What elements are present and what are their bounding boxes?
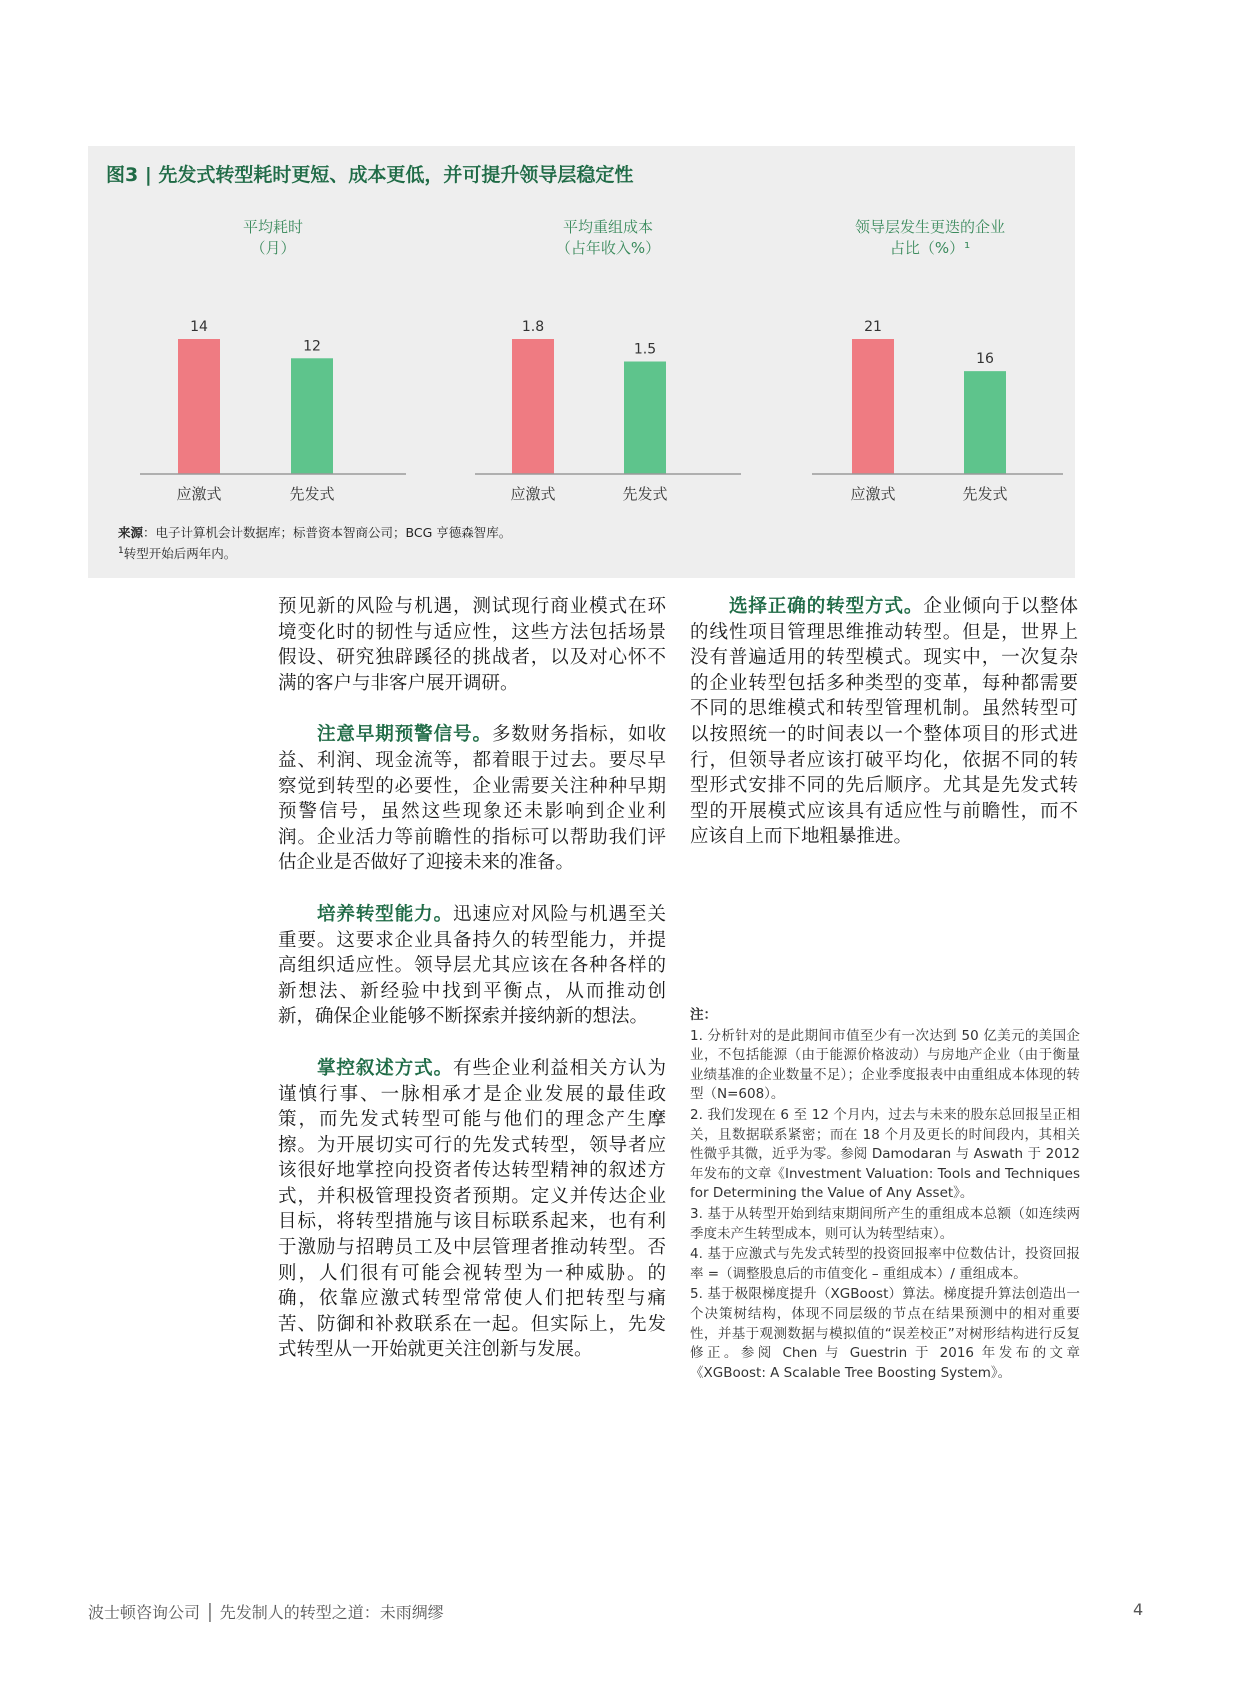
paragraph [278,722,666,876]
paragraph-heading: 注意早期预警信号。 [316,724,492,746]
figure-source [118,524,511,563]
paragraph: 预见新的风险与机遇，测试现行商业模式在环境变化时的韧性与适应性，这些方法包括场景假设、研究独辟蹊径的挑战者，以及对心怀不满的客户与非客户展开调研。 [278,596,666,694]
page-number: 4 [1133,1600,1144,1619]
chart-title: 平均重组成本 [562,218,654,236]
left-column [278,594,666,1389]
chart-bar [852,339,894,474]
note-item: 4. 基于应激式与先发式转型的投资回报率中位数估计，投资回报率 =（调整股息后的市值变化 – 重组成本）/ 重组成本。 [690,1246,1080,1282]
note-item: 1. 分析针对的是此期间市值至少有一次达到 50 亿美元的美国企业，不包括能源（由于能源价格波动）与房地产企业（由于衡量业绩基准的企业数量不足）；企业季度报表中由重组成本体现的转型（N=608）。 [690,1027,1080,1103]
footer-text: 波士顿咨询公司 │ 先发制人的转型之道：未雨绸缪 [88,1603,444,1622]
footnote-text: 转型开始后两年内。 [123,546,237,562]
figure-panel [88,146,1075,578]
paragraph-heading: 培养转型能力。 [316,903,454,925]
data-label: 12 [303,338,321,355]
data-label: 1.8 [521,319,545,335]
chart-bar [178,339,220,474]
category-label: 应激式 [510,485,556,503]
paragraph-body: 迅速应对风险与机遇至关重要。这要求企业具备持久的转型能力，并提高组织适应性。领导层尤其应该在各种各样的新想法、新经验中找到平衡点，从而推动创新，确保企业能够不断探索并接纳新的想法。 [278,903,666,1028]
paragraph-heading: 选择正确的转型方式。 [728,596,924,617]
source-text: ：电子计算机会计数据库；标普资本智商公司；BCG 亨德森智库。 [143,525,512,540]
paragraph [278,1056,666,1363]
category-label: 应激式 [176,485,222,503]
chart-title: 平均耗时 [242,218,304,236]
chart-subtitle: 占比（%）¹ [889,239,971,257]
category-label: 先发式 [289,485,335,503]
category-label: 先发式 [622,485,668,503]
figure-title: 图3 | 先发式转型耗时更短、成本更低，并可提升领导层稳定性 [106,164,634,186]
footnote-mark: 1 [118,546,124,556]
chart-bar [512,339,554,474]
paragraph [690,594,1078,850]
notes [690,1006,1080,1384]
note-item: 5. 基于极限梯度提升（XGBoost）算法。梯度提升算法创造出一个决策树结构，体现不同层级的节点在结果预测中的相对重要性，并基于观测数据与模拟值的“误差校正”对树形结构进行反复修正。参阅 Chen 与 Guestrin 于 2016 年发布的文章《XGBoost: A Scalable Tree Boosting System》。 [690,1286,1080,1381]
data-label: 1.5 [633,341,657,358]
category-label: 先发式 [962,485,1008,503]
chart-bar [291,358,333,474]
chart-bar [624,362,666,475]
data-label: 14 [190,319,208,335]
data-label: 16 [976,351,994,368]
chart-subtitle: （月） [250,239,296,257]
source-key: 来源 [118,525,144,540]
chart-subtitle: （占年收入%） [555,239,661,257]
chart-title: 领导层发生更迭的企业 [854,218,1006,236]
notes-title: 注： [690,1007,717,1023]
paragraph-body: 有些企业利益相关方认为谨慎行事、一脉相承才是企业发展的最佳政策，而先发式转型可能与他们的理念产生摩擦。为开展切实可行的先发式转型，领导者应该很好地掌控向投资者传达转型精神的叙述方式，并积极管理投资者预期。定义并传达企业目标，将转型措施与该目标联系起来，也有利于激励与招聘员工及中层管理者推动转型。否则，人们很有可能会视转型为一种威胁。的确，依靠应激式转型常常使人们把转型与痛苦、防御和补救联系在一起。但实际上，先发式转型从一开始就更关注创新与发展。 [278,1057,666,1361]
paragraph-body: 企业倾向于以整体的线性项目管理思维推动转型。但是，世界上没有普遍适用的转型模式。现实中，一次复杂的企业转型包括多种类型的变革，每种都需要不同的思维模式和转型管理机制。虽然转型可以按照统一的时间表以一个整体项目的形式进行，但领导者应该打破平均化，依据不同的转型形式安排不同的先后顺序。尤其是先发式转型的开展模式应该具有适应性与前瞻性，而不应该自上而下地粗暴推进。 [690,596,1078,848]
right-column [690,594,1078,876]
paragraph [278,902,666,1030]
data-label: 21 [864,319,882,335]
chart-bar [964,371,1006,474]
note-item: 3. 基于从转型开始到结束期间所产生的重组成本总额（如连续两季度未产生转型成本，则可认为转型结束）。 [690,1205,1080,1242]
bar-charts [88,146,1075,526]
note-item: 2. 我们发现在 6 至 12 个月内，过去与未来的股东总回报呈正相关，且数据联系紧密；而在 18 个月及更长的时间段内，其相关性微乎其微，近乎为零。参阅 Damodaran 与 Aswath 于 2012 年发布的文章《Investment Valuation: Tools and Techniques for Determining the Value of Any Asset》。 [690,1106,1080,1202]
paragraph-body: 多数财务指标，如收益、利润、现金流等，都着眼于过去。要尽早察觉到转型的必要性，企业需要关注种种早期预警信号，虽然这些现象还未影响到企业利润。企业活力等前瞻性的指标可以帮助我们评估企业是否做好了迎接未来的准备。 [278,724,666,874]
paragraph-heading: 掌控叙述方式。 [316,1057,454,1079]
category-label: 应激式 [850,485,896,503]
